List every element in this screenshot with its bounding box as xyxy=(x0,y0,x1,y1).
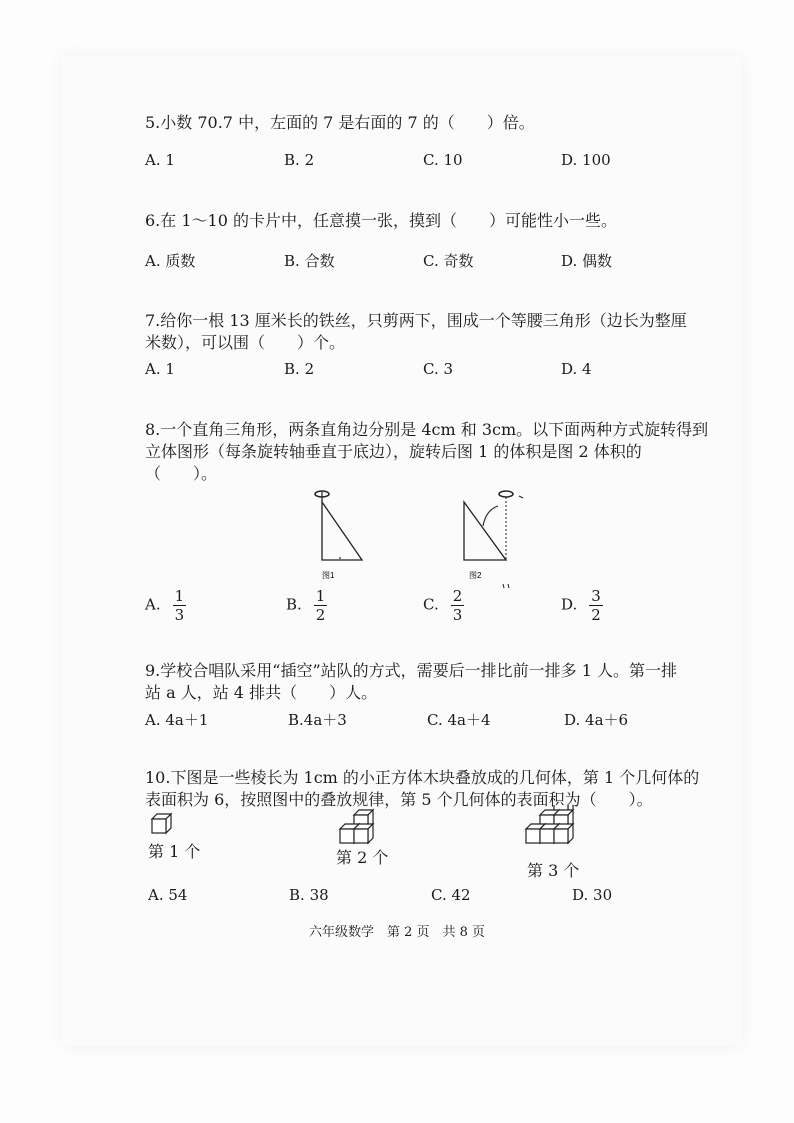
question-9-stem-line-1: 9.学校合唱队采用“插空”站队的方式，需要后一排比前一排多 1 人。第一排 xyxy=(145,661,677,680)
figure-1-label: 图1 xyxy=(322,571,335,580)
question-10-stem-line-1: 10.下图是一些棱长为 1cm 的小正方体木块叠放成的几何体，第 1 个几何体的 xyxy=(145,768,700,787)
q8-option-d[interactable]: D. $\frac{3}{2}$ xyxy=(561,587,601,624)
q6-option-d[interactable]: D. 偶数 xyxy=(561,252,613,270)
q6-option-c[interactable]: C. 奇数 xyxy=(423,252,474,270)
fraction: $\frac{2}{3}$ xyxy=(452,587,463,624)
question-8-stem-line-2: 立体图形（每条旋转轴垂直于底边），旋转后图 1 的体积是图 2 体积的 xyxy=(145,442,642,461)
question-8-stem-line-3: （ ）。 xyxy=(145,464,218,483)
fraction: $\frac{1}{3}$ xyxy=(174,587,185,624)
q7-option-b[interactable]: B. 2 xyxy=(284,360,315,378)
q10-option-c[interactable]: C. 42 xyxy=(431,886,471,904)
cube-figure-3 xyxy=(526,805,573,843)
q6-option-b[interactable]: B. 合数 xyxy=(284,252,335,270)
cube-figure-1 xyxy=(152,814,171,833)
question-10-stem-line-2: 表面积为 6，按照图中的叠放规律，第 5 个几何体的表面积为（ ）。 xyxy=(145,790,653,809)
q10-option-b[interactable]: B. 38 xyxy=(289,886,329,904)
fraction: $\frac{1}{2}$ xyxy=(315,587,326,624)
page-footer: 六年级数学 第 2 页 共 8 页 xyxy=(308,925,486,940)
q7-option-a[interactable]: A. 1 xyxy=(145,360,175,378)
q7-option-d[interactable]: D. 4 xyxy=(561,360,592,378)
q5-option-b[interactable]: B. 2 xyxy=(284,151,315,169)
q7-option-c[interactable]: C. 3 xyxy=(423,360,454,378)
fraction: $\frac{3}{2}$ xyxy=(591,587,601,624)
cube-figure-1-label: 第 1 个 xyxy=(148,842,201,861)
figure-2-label: 图2 xyxy=(469,571,482,580)
q10-option-d[interactable]: D. 30 xyxy=(572,886,613,904)
q5-option-d[interactable]: D. 100 xyxy=(561,151,611,169)
q5-option-c[interactable]: C. 10 xyxy=(423,151,463,169)
triangle-figure-1 xyxy=(315,491,362,560)
q9-option-b[interactable]: B.4a＋3 xyxy=(288,711,347,729)
q8-option-c[interactable]: C. $\frac{2}{3}$ xyxy=(423,587,463,624)
cube-figure-2 xyxy=(340,810,373,843)
q10-option-a[interactable]: A. 54 xyxy=(148,886,188,904)
question-9-stem-line-2: 站 a 人，站 4 排共（ ）人。 xyxy=(145,683,378,702)
q5-option-a[interactable]: A. 1 xyxy=(145,151,175,169)
q8-option-b[interactable]: B. $\frac{1}{2}$ xyxy=(286,587,326,624)
question-7-stem-line-2: 米数），可以围（ ）个。 xyxy=(145,333,346,352)
q8-triangle-figures xyxy=(300,486,530,596)
q9-option-c[interactable]: C. 4a＋4 xyxy=(427,711,491,729)
question-8-stem-line-1: 8.一个直角三角形，两条直角边分别是 4cm 和 3cm。以下面两种方式旋转得到 xyxy=(145,420,709,439)
question-5-stem: 5.小数 70.7 中，左面的 7 是右面的 7 的（ ）倍。 xyxy=(145,113,535,132)
q6-option-a[interactable]: A. 质数 xyxy=(145,252,196,270)
question-7-stem-line-1: 7.给你一根 13 厘米长的铁丝，只剪两下，围成一个等腰三角形（边长为整厘 xyxy=(145,311,687,330)
cube-figure-3-label: 第 3 个 xyxy=(527,861,580,880)
q8-option-a[interactable]: A. $\frac{1}{3}$ xyxy=(145,587,185,624)
question-6-stem: 6.在 1～10 的卡片中，任意摸一张，摸到（ ）可能性小一些。 xyxy=(145,211,617,230)
cube-figure-2-label: 第 2 个 xyxy=(336,848,389,867)
q9-option-d[interactable]: D. 4a＋6 xyxy=(564,711,629,729)
q9-option-a[interactable]: A. 4a＋1 xyxy=(145,711,209,729)
